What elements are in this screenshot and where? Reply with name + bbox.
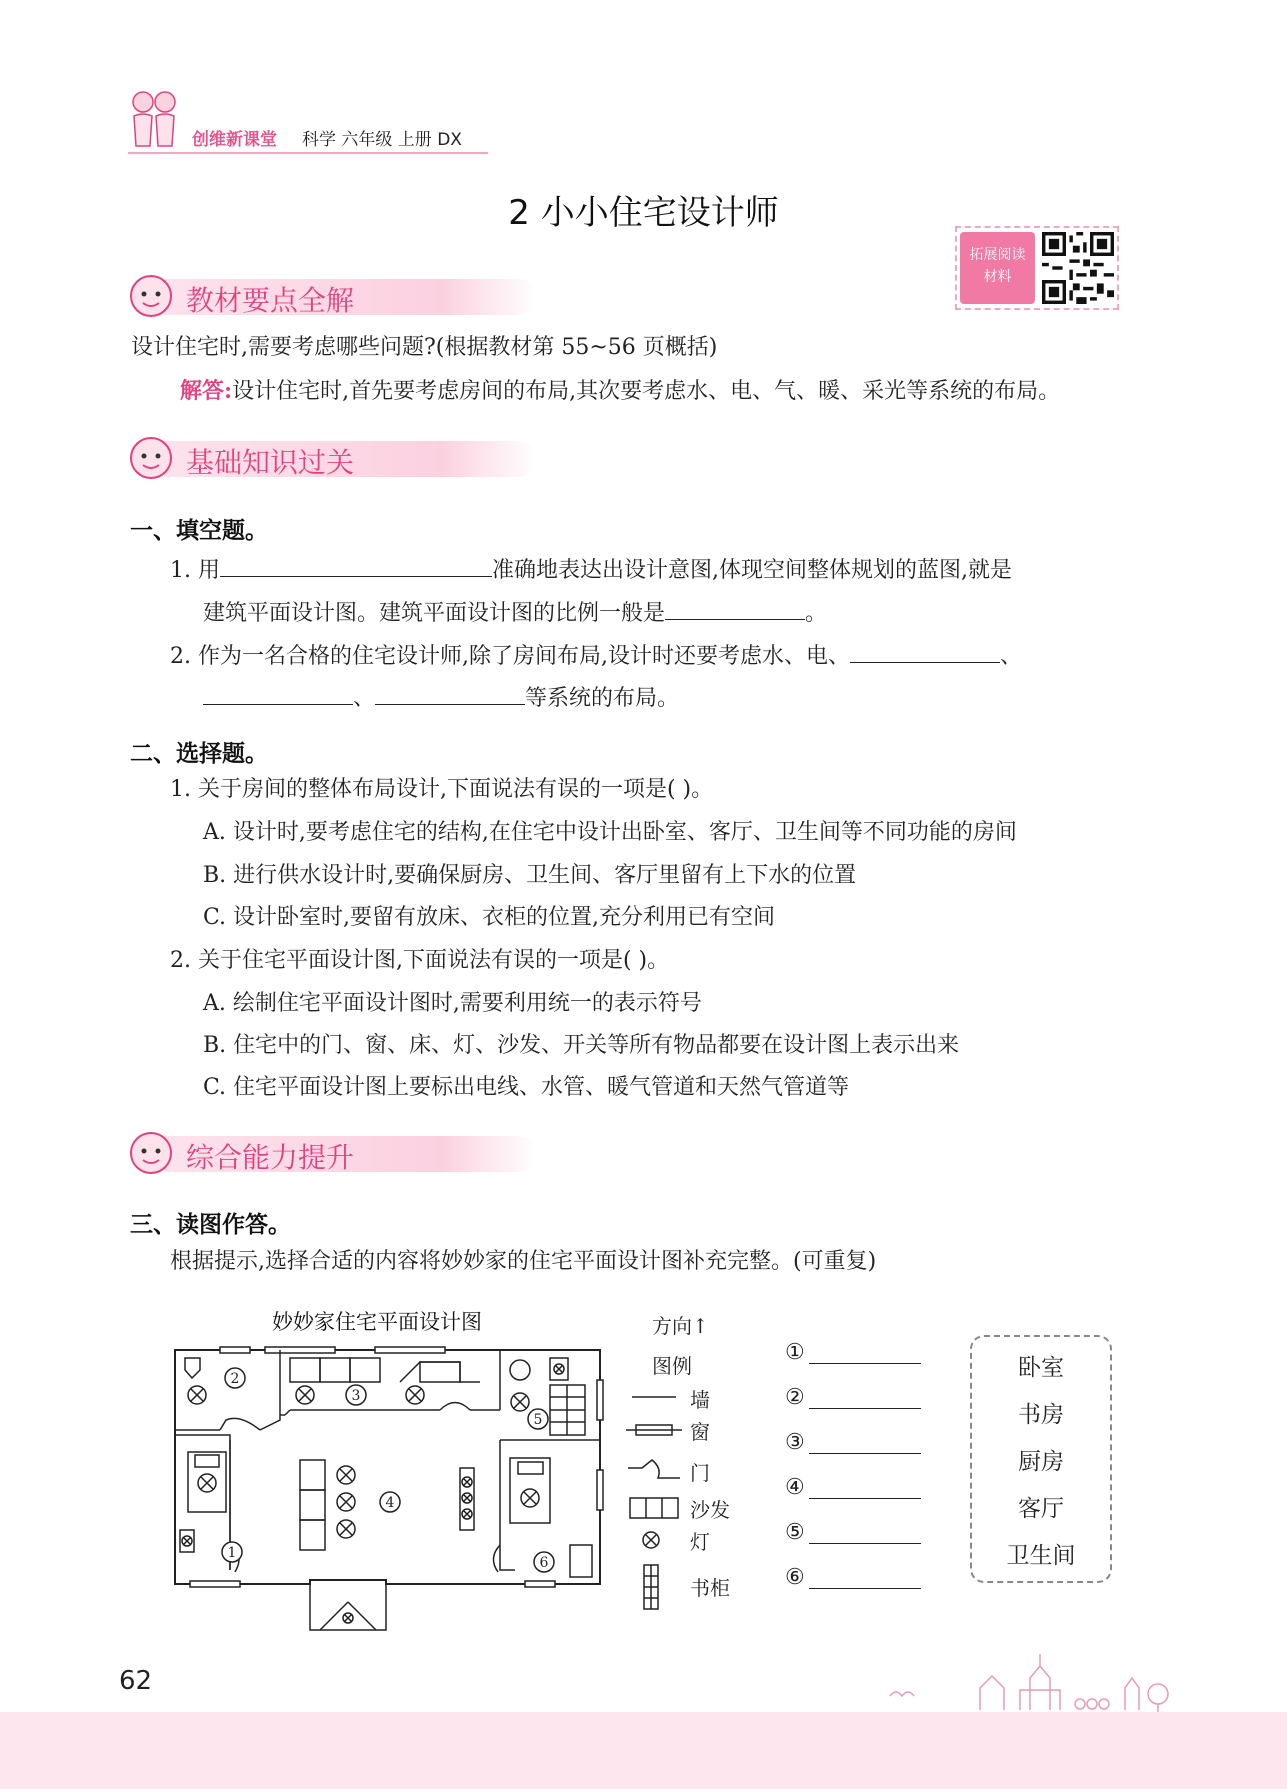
circled-number: ③: [785, 1430, 805, 1455]
fill-question-2-line2: [203, 680, 679, 713]
part2-heading: 二、选择题。: [130, 741, 268, 767]
qr-label: [960, 244, 1035, 288]
cartoon-kids-logo-icon: [128, 86, 180, 152]
legend-bookcase: 书柜: [690, 1576, 730, 1600]
section-title: 教材要点全解: [186, 284, 355, 317]
header-subject: 科学 六年级 上册 DX: [302, 130, 462, 150]
answer-blank[interactable]: [809, 1386, 921, 1409]
plan-title: 妙妙家住宅平面设计图: [272, 1310, 482, 1334]
key-point-question: 设计住宅时,需要考虑哪些问题?(根据教材第 55~56 页概括): [131, 335, 718, 360]
legend-wall: 墙: [690, 1388, 710, 1412]
answer-line-2[interactable]: [785, 1375, 921, 1420]
answer-blank[interactable]: [220, 552, 492, 577]
answer-line-1[interactable]: [785, 1330, 921, 1375]
legend-sofa: 沙发: [690, 1498, 730, 1522]
answer-line-6[interactable]: [785, 1555, 921, 1600]
section-title: 综合能力提升: [186, 1141, 355, 1174]
legend-title: 图例: [652, 1354, 692, 1378]
svg-text:2: 2: [230, 1371, 240, 1387]
legend-window: 窗: [690, 1420, 710, 1444]
page-number: 62: [119, 1666, 153, 1696]
answer-lines: [785, 1330, 921, 1600]
qr-label-line1: 拓展阅读: [969, 247, 1026, 263]
key-point-answer: [180, 377, 1060, 406]
sofa-symbol-icon: [630, 1498, 678, 1518]
bookcase-symbol-icon: [644, 1565, 658, 1609]
text: 建筑平面设计图。建筑平面设计图的比例一般是: [203, 601, 666, 626]
qr-label-line2: 材料: [983, 269, 1012, 285]
fill-question-1-line2: [203, 595, 827, 628]
header-underline: [128, 152, 488, 154]
svg-text:5: 5: [533, 1412, 543, 1428]
lamp-symbol-icon: [643, 1532, 659, 1548]
answer-line-5[interactable]: [785, 1510, 921, 1555]
option-item: 客厅: [1018, 1496, 1064, 1522]
option-item: 书房: [1018, 1402, 1064, 1428]
circled-number: ④: [785, 1475, 805, 1500]
fill-question-1-line1: [170, 552, 1012, 585]
text: 。: [805, 601, 828, 626]
cartoon-face-icon: [128, 435, 174, 481]
cartoon-face-icon: [128, 273, 174, 319]
footer-band: [0, 1712, 1287, 1789]
choice-option[interactable]: C. 设计卧室时,要留有放床、衣柜的位置,充分利用已有空间: [203, 905, 776, 930]
qr-code-icon[interactable]: [1042, 232, 1114, 304]
text: 2. 作为一名合格的住宅设计师,除了房间布局,设计时还要考虑水、电、: [170, 644, 850, 669]
answer-blank[interactable]: [809, 1566, 921, 1589]
section-title: 基础知识过关: [186, 446, 355, 479]
part3-instruction: 根据提示,选择合适的内容将妙妙家的住宅平面设计图补充完整。(可重复): [170, 1249, 877, 1274]
answer-line-3[interactable]: [785, 1420, 921, 1465]
answer-blank[interactable]: [203, 680, 353, 705]
page-title: 2 小小住宅设计师: [508, 193, 779, 233]
door-symbol-icon: [628, 1460, 680, 1478]
answer-blank[interactable]: [809, 1476, 921, 1499]
fill-question-2-line1: [170, 638, 1022, 671]
answer-blank[interactable]: [809, 1431, 921, 1454]
answer-blank[interactable]: [809, 1341, 921, 1364]
answer-label: 解答:: [180, 378, 233, 404]
options-box: [970, 1335, 1112, 1583]
cartoon-face-icon: [128, 1130, 174, 1176]
text: 准确地表达出设计意图,体现空间整体规划的蓝图,就是: [491, 558, 1012, 583]
choice-option[interactable]: A. 绘制住宅平面设计图时,需要利用统一的表示符号: [203, 991, 702, 1016]
circled-number: ①: [785, 1340, 805, 1365]
window-symbol-icon: [626, 1425, 682, 1435]
choice-option[interactable]: B. 进行供水设计时,要确保厨房、卫生间、客厅里留有上下水的位置: [203, 863, 857, 888]
choice-question-1: 1. 关于房间的整体布局设计,下面说法有误的一项是( )。: [170, 777, 714, 802]
legend-symbols: [624, 1380, 684, 1610]
option-item: 厨房: [1018, 1449, 1064, 1475]
answer-blank[interactable]: [850, 638, 1000, 663]
circled-number: ②: [785, 1385, 805, 1410]
castle-decoration-icon: [880, 1648, 1180, 1718]
svg-text:4: 4: [385, 1495, 395, 1511]
choice-option[interactable]: B. 住宅中的门、窗、床、灯、沙发、开关等所有物品都要在设计图上表示出来: [203, 1033, 960, 1058]
svg-text:1: 1: [227, 1545, 237, 1561]
header-brand: 创维新课堂: [192, 130, 277, 150]
text: 等系统的布局。: [525, 686, 680, 711]
text: 1. 用: [170, 558, 220, 583]
choice-option[interactable]: C. 住宅平面设计图上要标出电线、水管、暖气管道和天然气管道等: [203, 1075, 850, 1100]
choice-option[interactable]: A. 设计时,要考虑住宅的结构,在住宅中设计出卧室、客厅、卫生间等不同功能的房间: [203, 820, 1017, 845]
choice-question-2: 2. 关于住宅平面设计图,下面说法有误的一项是( )。: [170, 948, 670, 973]
svg-text:3: 3: [351, 1388, 361, 1404]
part3-heading: 三、读图作答。: [130, 1212, 291, 1238]
floor-plan-diagram: [170, 1340, 610, 1640]
legend-lamp: 灯: [690, 1530, 710, 1554]
answer-blank[interactable]: [375, 680, 525, 705]
answer-line-4[interactable]: [785, 1465, 921, 1510]
text: 、: [999, 644, 1022, 669]
circled-number: ⑤: [785, 1520, 805, 1545]
circled-number: ⑥: [785, 1565, 805, 1590]
direction-label: 方向↑: [652, 1314, 709, 1338]
section-header-key-points: [128, 273, 548, 317]
svg-text:6: 6: [539, 1555, 549, 1571]
answer-blank[interactable]: [665, 595, 805, 620]
answer-blank[interactable]: [809, 1521, 921, 1544]
option-item: 卫生间: [1006, 1543, 1076, 1569]
answer-text: 设计住宅时,首先要考虑房间的布局,其次要考虑水、电、气、暖、采光等系统的布局。: [232, 379, 1061, 404]
legend-door: 门: [690, 1461, 710, 1485]
text: 、: [353, 686, 376, 711]
part1-heading: 一、填空题。: [130, 518, 268, 544]
option-item: 卧室: [1018, 1355, 1064, 1381]
section-header-basics: [128, 435, 548, 479]
section-header-ability: [128, 1130, 548, 1174]
